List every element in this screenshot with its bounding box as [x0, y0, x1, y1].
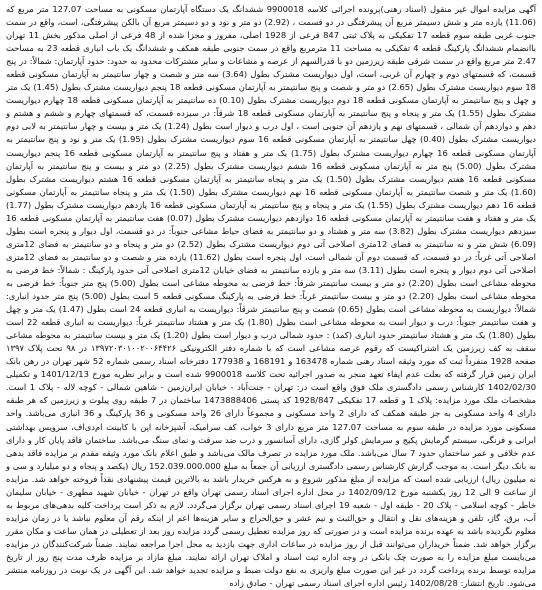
auction-notice-body: آگهی مزایده اموال غیر منقول (اسناد رهنی)پرونده اجرائی کلاسه 9900018 ششدانگ یک دستگاه آپارتمان مسکونی به مساحت 127.07 متر مربع که (11.06) یازده متر و شش دسیمتر مربع آن پیشرفتگی در دو قسمت ، (2.92) دو متر و نود و دو دسیمتر مربع آن بالکن پیشرفتگی، است، واقع در سمت جنوب غربی طبقه سوم قطعه 17 تفکیکی به پلاک ثبتی 847 فرعی از 1928 اصلی، مفروز و مجزا شده از 48 فرعی از اصلی مذکور بخش 11 تهران باانضمام ششدانگ پارکینگ قطعه 4 تفکیکی به مساحت 11 مترمربع واقع در سمت جنوبی طبقه همکف و ششدانگ یک باب انباری قطعه 23 به مساحت 2.47 متر مربع واقع در سمت شرقی طبقه زیرزمین دو با قدرالسهم از عرصه و مشاعات و سایر مشترکات محدود به حدود: حدود آپارتمان: شمالاً: در پنج قسمت، که قسمتهای دوم و چهارم آن غربی، است، اول دیواریست مشترک بطول (3.64) سه متر و شصت و چهار سانتیمتر به آپارتمان مسکونی قطعه 18 سوم دیواریست مشترک بطول (2.65) دو متر و شصت و پنج سانتیمتر به آپارتمان مسکونی قطعه 18 پنجم دیواریست مشترک بطول (1.45) یک متر و چهل و پنج سانتیمتر به آپارتمان مسکونی قطعه 18 دوم دیواریست مشترک بطول (0.10) ده سانتیمتر به آپارتمان مسکونی قطعه 18 چهارم دیواریست مشترک بطول (1.55) یک متر و پنجاه و پنج سانتیمتر به آپارتمان مسکونی قطعه 18 شرقاً: در سیزده قسمت، که قسمتهای چهارم و ششم و هشتم و دهم و دوازدهم آن شمالی ، قسمتهای نهم و یازدهم آن جنوبی است ، اول درب و دیوار است بطول (1.24) یک متر و بیست و چهار سانتیمتر به لابی دوم دیواریست مشترک بطول (0.40) چهل سانتیمتر به آپارتمان مسکونی قطعه 16 سوم دیواریست مشترک بطول (1.95) یک متر و نود و پنج سانتیمتر به آپارتمان مسکونی قطعه 16 چهارم دیواریست مشترک بطول (1.75) یک متر و هفتاد و پنج سانتیمتر به آپارتمان مسکونی قطعه 16 پنجم دیواریست مشترک بطول (5.00) پنج متر به آپارتمان مسکونی قطعه 16 ششم دیواریست مشترک بطول (2.25) دو متر و بیست و پنج سانتیمتر به آپارتمان مسکونی قطعه 16 هفتم دیواریست مشترک بطول (1.50) یک متر و پنجاه سانتیمتر به آپارتمان مسکونی قطعه 16 هشتم دیواریست مشترک بطول (1.60) یک متر و شصت سانتیمتر به آپارتمان مسکونی قطعه 16 نهم دیواریست مشترک بطول (1.50) یک متر و پنجاه سانتیمتر به آپارتمان مسکونی قطعه 16 دهم دیواریست مشترک بطول (1.55) یک متر و پنجاه و پنج سانتیمتر به آپارتمان مسکونی قطعه 16 یازدهم دیواریست مشترک بطول (1.77) یک متر و هفتاد و هفت سانتیمتر به آپارتمان مسکونی قطعه 16 دوازدهم دیواریست مشترک بطول (0.07) هفت سانتیمتر به آپارتمان مسکونی قطعه 16 سیزدهم دیواریست مشترک بطول (3.82) سه متر و هشتاد و دو سانتیمتر به فضای حیاط مشاعی جنوباً: در دو قسمت، اول دیوار و پنجره است بطول (6.09) شش متر و نه سانتیمتر به فضای 12متری اصلاحی آتی دوم دیواریست مشترک بطول (2.52) دو متر و پنجاه و دو سانتیمتر به فضای 12متری اصلاحی آتی غرباً: در دو قسمت، که قسمت دوم آن شمالی است، اول پنجره است بطول (11.62) یازده متر و شصت و دو سانتیمتر به فضای 12متری اصلاحی آتی دوم دیوار و پنجره است بطول (3.11) سه متر و یازده سانتیمتر به فضای خیابان 12متری اصلاحی آتی حدود پارکینگ : شمالاً: خط فرضی به محوطه مشاعی است بطول (2.20) دو متر و بیست سانتیمتر شرقاً: خط فرضی به محوطه مشاعی است بطول (5.00) پنج متر جنوباً: خط فرضی به محوطه مشاعی است بطول (2.20) دو متر و بیست سانتیمتر غرباً: خط فرضی به پارکینگ مسکونی قطعه 5 است بطول (5.00) پنج متر حدود انباری: شمالاً: دیواریست به محوطه مشاعی است بطول (0.65) شصت و پنج سانتیمتر شرقاً: دیواریست به انباری قطعه 24 است بطول (1.47) یک متر و چهل و هفت سانتیمتر جنوباً: درب و دیوار است به محوطه مشاعی است بطول (1.80) یک متر و هشتاد سانتیمتر غرباً: دیواریست به انباری قطعه 22 است بطول (1.80) یک متر و هشتاد سانتیمتر حدود انباری (کمد) : حدود شمالی درب و دیوار است بطول (1.20) یک متر و بیست سانتیمتر به محوطه مشاعی سقف به کف زیرزمین یک اشتراکیست که رقوم عرصه مشاعی است که با شماره دفتر الکترونیکی ۱۳۹۷۲۰۳۰۱۰۰۲۰۰۶۴۴۲۶ در ۹۸ تحت پلاک ۱۳۹۷ صفحه 1928 منفرداً ثبت که مورد وثیقه اسناد رهنی شماره 163478 و 168191 و 177938 دفترخانه اسناد رسمی شماره 52 شهر تهران در رهن بانک ایران زمین قرار گرفته که بعلت عدم ایفاء تعهد منجر به صدور اجرائیه تحت کلاسه 9900018 شده است و برابر نظریه مورخ 1401/12/13 و تکمیلی 1402/02/30 کارشناس رسمی دادگستری ملک فوق واقع است در: تهران - جنت‌آباد - خیابان ایران‌زمین - شاهین شمالی - کوچه لاله - پلاک 1 است. مشخصات ملک مورد مزایده: پلاک 1 و قطعه 17 تفکیکی 1928/847 کد پستی 1473888406 ساختمان در 7 طبقه روی پیلوت و زیرزمین که هر طبقه دارای 4 واحد مسکونی به جز طبقه همکف که دارای 2 واحد مسکونی و مجموعاً دارای 26 واحد مسکونی و 36 پارکینگ و 36 انباری می‌باشد. واحد مسکونی مورد مزایده در طبقه سوم به مساحت 127.07 متر مربع دارای 3 خواب، کف سرامیک، آشپزخانه اپن با کابینت ام‌دی‌اف، سرویس بهداشتی ایرانی و فرنگی، سیستم گرمایش پکیج و سرمایش کولر گازی، دارای آسانسور و درب ضد سرقت و نمای سنگ می‌باشد. ساختمان فاقد پایان کار و دارای عدم خلافی و عمر ساختمان حدود 7 سال می‌باشد. ملک مورد مزایده در تصرف مالک می‌باشد و طبق اعلام بانک مورد وثیقه مقدم بر مزایده فاقد بدهی به بانک دیگر است. به موجب گزارش کارشناس رسمی دادگستری ارزیابی آن جمعاً به مبلغ 152.039.000.000 ریال (یکصد و پنجاه و دو میلیارد و سی و نه میلیون ریال) ارزیابی شده است که مزایده از مبلغ مذکور شروع و به هرکس خریدار باشد به بالاترین قیمت پیشنهادی نقداً فروخته خواهد شد. مزایده از ساعت 9 الی 12 روز یکشنبه مورخ 1402/09/12 در محل اداره اجرای اسناد رسمی تهران واقع در تهران - خیابان شهید مطهری - خیابان سلیمان خاطر - کوچه اسلامی - پلاک 20 - طبقه اول - شعبه 19 اجرای اسناد رسمی تهران برگزار می‌گردد. لازم به ذکر است پرداخت کلیه بدهی‌های مربوط به آب، برق، گاز، تلفن و هزینه‌های نقل و انتقال و حق‌الثبت و نیم عشر و حق‌الحراج و سایر هزینه‌ها اعم از اینکه رقم آن معلوم نباشد یا در زمان مزایده معلوم نگردیده باشد به عهده برنده مزایده است و در صورتی که روز مزایده تعطیل رسمی گردد مزایده روز بعد از تعطیلی در همان ساعت و مکان مقرر برگزار خواهد شد. ضمناً خریداران می‌توانند قبل از روز مزایده در ساعات اداری جهت بازدید به محل اجرا مراجعه نمایند. ضمناً شرکت‌کنندگان در مزایده می‌بایست مبلغ مزایده را به صورت چک بانکی در وجه اداره ثبت اسناد و املاک تهران ارائه نمایند. مبلغ مازاد بر مزایده ظرف مدت پنج روز از تاریخ مزایده توسط برنده پرداخت گردد در غیر این صورت مبلغ واریزی به نفع دولت ضبط و مزایده تجدید خواهد شد. این آگهی در یک نوبت در روزنامه منتشر می‌شود. تاریخ انتشار: 1402/08/28 رئیس اداره اجرای اسناد رسمی تهران - صادق زاده — [6, 4, 537, 589]
